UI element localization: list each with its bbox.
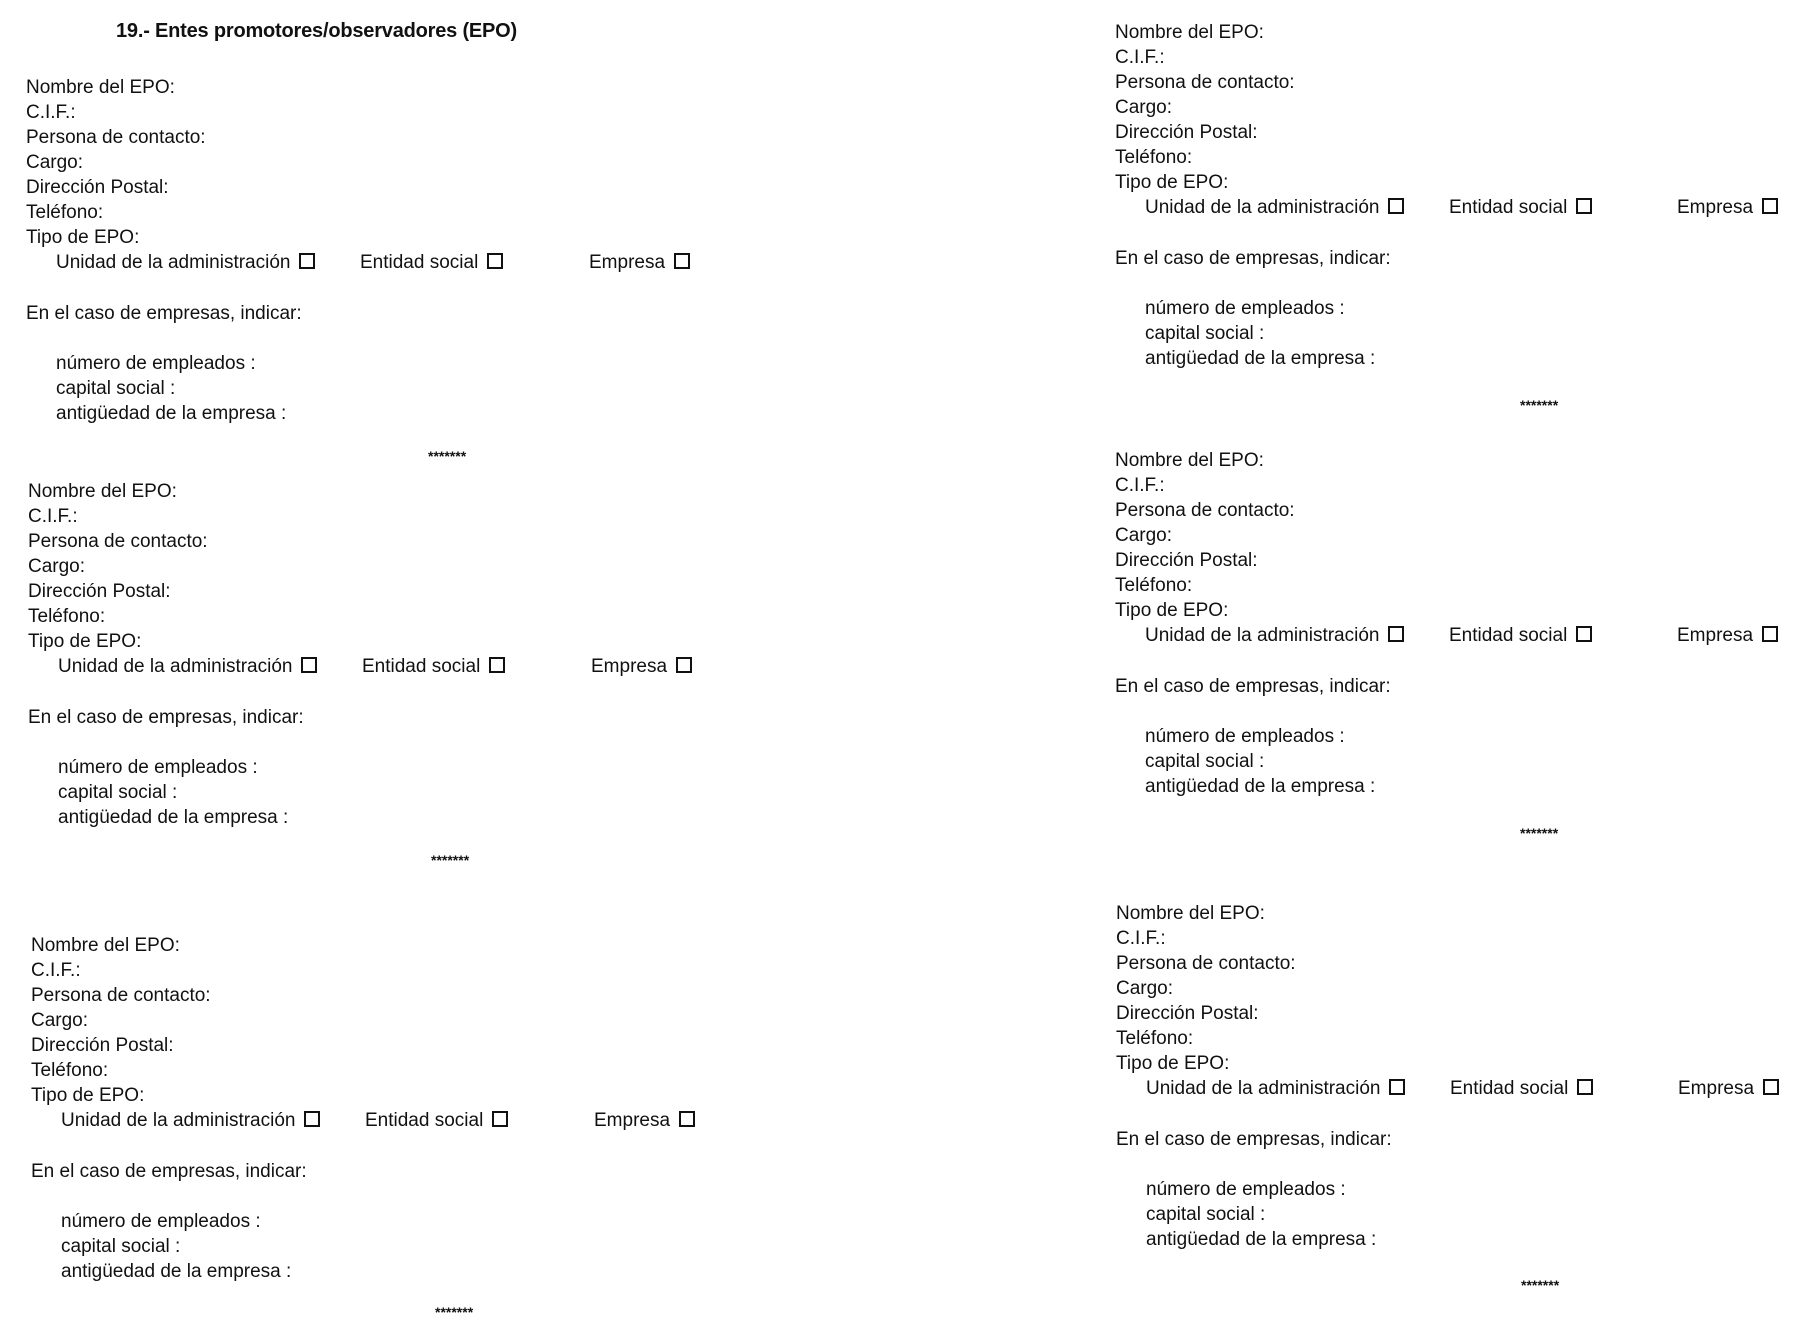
epo-form-5	[1115, 448, 1803, 799]
label-cif: C.I.F.:	[1115, 475, 1165, 496]
label-tipo: Tipo de EPO:	[1116, 1053, 1230, 1074]
option-empresa-label: Empresa	[591, 656, 668, 677]
label-direccion: Dirección Postal:	[1115, 550, 1258, 571]
label-empleados: número de empleados :	[61, 1211, 261, 1232]
empresa-fields	[26, 351, 726, 426]
tipo-options	[1116, 1076, 1803, 1101]
option-entidad	[1449, 195, 1592, 220]
label-capital: capital social :	[1146, 1204, 1266, 1225]
checkbox-entidad[interactable]	[492, 1111, 508, 1127]
label-cargo: Cargo:	[26, 152, 84, 173]
label-empresas-intro: En el caso de empresas, indicar:	[26, 303, 302, 324]
empresa-fields	[1115, 724, 1803, 799]
label-capital: capital social :	[1145, 751, 1265, 772]
option-entidad	[1450, 1076, 1593, 1101]
label-cargo: Cargo:	[1115, 525, 1173, 546]
option-entidad	[1449, 623, 1592, 648]
separator-2: *******	[431, 852, 470, 868]
label-telefono: Teléfono:	[31, 1060, 109, 1081]
checkbox-unidad[interactable]	[299, 253, 315, 269]
checkbox-empresa[interactable]	[674, 253, 690, 269]
separator-6: *******	[1521, 1277, 1560, 1293]
label-tipo: Tipo de EPO:	[26, 227, 140, 248]
option-empresa	[591, 654, 692, 679]
option-entidad-label: Entidad social	[360, 252, 479, 273]
option-entidad-label: Entidad social	[365, 1110, 484, 1131]
option-unidad	[58, 654, 317, 679]
checkbox-unidad[interactable]	[1388, 198, 1404, 214]
option-empresa	[594, 1108, 695, 1133]
empresa-fields	[31, 1209, 731, 1284]
label-direccion: Dirección Postal:	[31, 1035, 174, 1056]
label-empresas-intro: En el caso de empresas, indicar:	[28, 707, 304, 728]
separator-5: *******	[1520, 825, 1559, 841]
label-direccion: Dirección Postal:	[1116, 1003, 1259, 1024]
epo-form-6	[1116, 901, 1803, 1252]
empresa-fields	[1115, 296, 1803, 371]
label-contacto: Persona de contacto:	[31, 985, 211, 1006]
epo-form-1	[26, 75, 726, 426]
separator-3: *******	[435, 1304, 474, 1320]
tipo-options	[31, 1108, 731, 1133]
option-unidad	[1145, 195, 1404, 220]
option-empresa	[1677, 623, 1778, 648]
label-nombre: Nombre del EPO:	[26, 77, 175, 98]
label-telefono: Teléfono:	[1115, 575, 1193, 596]
label-direccion: Dirección Postal:	[1115, 122, 1258, 143]
checkbox-empresa[interactable]	[1763, 1079, 1779, 1095]
label-empleados: número de empleados :	[58, 757, 258, 778]
label-telefono: Teléfono:	[1116, 1028, 1194, 1049]
label-tipo: Tipo de EPO:	[1115, 172, 1229, 193]
label-cif: C.I.F.:	[28, 506, 78, 527]
option-unidad-label: Unidad de la administración	[1146, 1078, 1381, 1099]
checkbox-empresa[interactable]	[676, 657, 692, 673]
label-empleados: número de empleados :	[1145, 726, 1345, 747]
label-antiguedad: antigüedad de la empresa :	[1146, 1229, 1377, 1250]
separator-4: *******	[1520, 397, 1559, 413]
label-cif: C.I.F.:	[1115, 47, 1165, 68]
option-unidad	[1145, 623, 1404, 648]
label-cargo: Cargo:	[1115, 97, 1173, 118]
checkbox-unidad[interactable]	[1388, 626, 1404, 642]
option-entidad-label: Entidad social	[362, 656, 481, 677]
label-cif: C.I.F.:	[31, 960, 81, 981]
label-capital: capital social :	[1145, 323, 1265, 344]
option-empresa-label: Empresa	[1678, 1078, 1755, 1099]
option-empresa-label: Empresa	[594, 1110, 671, 1131]
label-cargo: Cargo:	[1116, 978, 1174, 999]
label-tipo: Tipo de EPO:	[31, 1085, 145, 1106]
option-empresa	[1677, 195, 1778, 220]
label-direccion: Dirección Postal:	[26, 177, 169, 198]
label-tipo: Tipo de EPO:	[1115, 600, 1229, 621]
option-empresa	[1678, 1076, 1779, 1101]
label-empresas-intro: En el caso de empresas, indicar:	[1115, 248, 1391, 269]
label-telefono: Teléfono:	[1115, 147, 1193, 168]
checkbox-empresa[interactable]	[1762, 198, 1778, 214]
label-capital: capital social :	[61, 1236, 181, 1257]
option-unidad-label: Unidad de la administración	[61, 1110, 296, 1131]
label-empresas-intro: En el caso de empresas, indicar:	[1116, 1129, 1392, 1150]
checkbox-entidad[interactable]	[489, 657, 505, 673]
label-contacto: Persona de contacto:	[28, 531, 208, 552]
checkbox-entidad[interactable]	[1577, 1079, 1593, 1095]
option-entidad-label: Entidad social	[1450, 1078, 1569, 1099]
option-entidad	[360, 250, 503, 275]
option-unidad-label: Unidad de la administración	[1145, 625, 1380, 646]
label-antiguedad: antigüedad de la empresa :	[58, 807, 289, 828]
label-nombre: Nombre del EPO:	[31, 935, 180, 956]
label-cif: C.I.F.:	[26, 102, 76, 123]
epo-form-4	[1115, 20, 1803, 371]
label-telefono: Teléfono:	[26, 202, 104, 223]
checkbox-entidad[interactable]	[1576, 198, 1592, 214]
label-cif: C.I.F.:	[1116, 928, 1166, 949]
label-capital: capital social :	[56, 378, 176, 399]
checkbox-entidad[interactable]	[1576, 626, 1592, 642]
label-empleados: número de empleados :	[1145, 298, 1345, 319]
section-title: 19.- Entes promotores/observadores (EPO)	[116, 20, 518, 42]
label-nombre: Nombre del EPO:	[1116, 903, 1265, 924]
option-entidad-label: Entidad social	[1449, 197, 1568, 218]
label-nombre: Nombre del EPO:	[28, 481, 177, 502]
tipo-options	[1115, 195, 1803, 220]
label-telefono: Teléfono:	[28, 606, 106, 627]
tipo-options	[1115, 623, 1803, 648]
option-unidad	[61, 1108, 320, 1133]
label-antiguedad: antigüedad de la empresa :	[56, 403, 287, 424]
option-unidad	[56, 250, 315, 275]
label-empleados: número de empleados :	[56, 353, 256, 374]
label-tipo: Tipo de EPO:	[28, 631, 142, 652]
label-contacto: Persona de contacto:	[1115, 72, 1295, 93]
label-antiguedad: antigüedad de la empresa :	[1145, 348, 1376, 369]
label-antiguedad: antigüedad de la empresa :	[61, 1261, 292, 1282]
label-contacto: Persona de contacto:	[26, 127, 206, 148]
epo-form-3	[31, 933, 731, 1284]
option-entidad-label: Entidad social	[1449, 625, 1568, 646]
option-unidad	[1146, 1076, 1405, 1101]
checkbox-unidad[interactable]	[301, 657, 317, 673]
option-empresa-label: Empresa	[1677, 197, 1754, 218]
checkbox-unidad[interactable]	[304, 1111, 320, 1127]
tipo-options	[26, 250, 726, 275]
label-contacto: Persona de contacto:	[1116, 953, 1296, 974]
option-entidad	[362, 654, 505, 679]
checkbox-empresa[interactable]	[679, 1111, 695, 1127]
separator-1: *******	[428, 448, 467, 464]
label-empresas-intro: En el caso de empresas, indicar:	[1115, 676, 1391, 697]
label-empresas-intro: En el caso de empresas, indicar:	[31, 1161, 307, 1182]
label-contacto: Persona de contacto:	[1115, 500, 1295, 521]
label-nombre: Nombre del EPO:	[1115, 450, 1264, 471]
option-empresa-label: Empresa	[589, 252, 666, 273]
epo-form-2	[28, 479, 728, 830]
label-antiguedad: antigüedad de la empresa :	[1145, 776, 1376, 797]
option-empresa-label: Empresa	[1677, 625, 1754, 646]
label-nombre: Nombre del EPO:	[1115, 22, 1264, 43]
checkbox-empresa[interactable]	[1762, 626, 1778, 642]
label-cargo: Cargo:	[31, 1010, 89, 1031]
checkbox-unidad[interactable]	[1389, 1079, 1405, 1095]
option-unidad-label: Unidad de la administración	[58, 656, 293, 677]
checkbox-entidad[interactable]	[487, 253, 503, 269]
option-entidad	[365, 1108, 508, 1133]
option-unidad-label: Unidad de la administración	[56, 252, 291, 273]
empresa-fields	[1116, 1177, 1803, 1252]
label-cargo: Cargo:	[28, 556, 86, 577]
label-direccion: Dirección Postal:	[28, 581, 171, 602]
option-empresa	[589, 250, 690, 275]
label-capital: capital social :	[58, 782, 178, 803]
option-unidad-label: Unidad de la administración	[1145, 197, 1380, 218]
label-empleados: número de empleados :	[1146, 1179, 1346, 1200]
empresa-fields	[28, 755, 728, 830]
tipo-options	[28, 654, 728, 679]
